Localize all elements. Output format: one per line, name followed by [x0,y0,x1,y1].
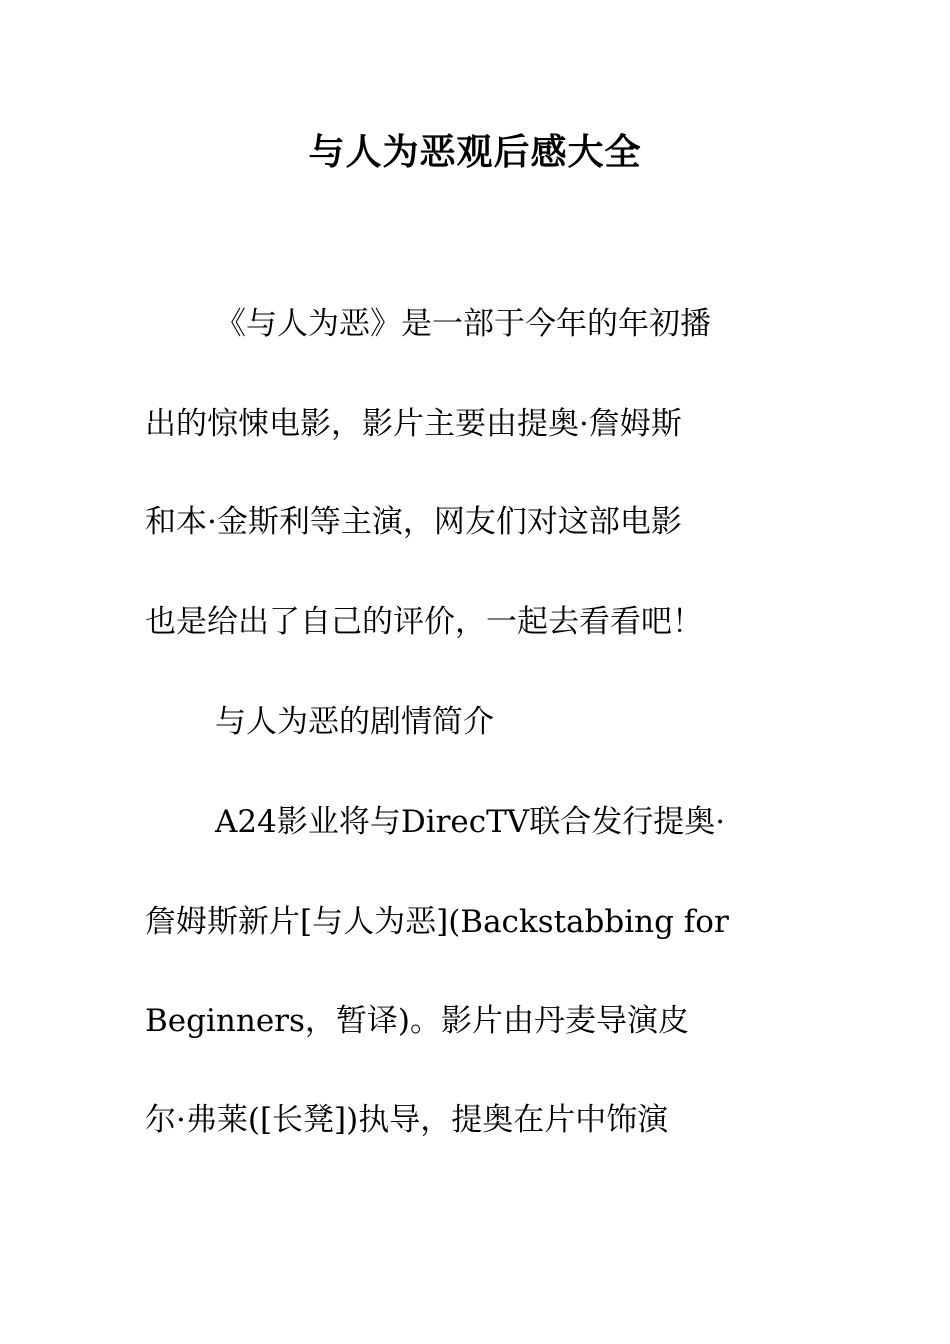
paragraph-line: 出的惊悚电影，影片主要由提奥·詹姆斯 [145,406,682,442]
paragraph-line: A24影业将与DirecTV联合发行提奥· [215,804,726,840]
paragraph-line: 尔·弗莱([长凳])执导，提奥在片中饰演 [145,1102,669,1138]
paragraph-line: 也是给出了自己的评价，一起去看看吧！ [145,604,703,640]
paragraph-line: 和本·金斯利等主演，网友们对这部电影 [145,504,682,540]
section-heading: 与人为恶的剧情简介 [215,704,494,740]
document-title: 与人为恶观后感大全 [308,132,642,173]
paragraph-line: 詹姆斯新片[与人为恶](Backstabbing for [145,904,729,940]
paragraph-line: 《与人为恶》是一部于今年的年初播 [215,306,711,342]
paragraph-line: Beginners，暂译)。影片由丹麦导演皮 [145,1003,689,1039]
